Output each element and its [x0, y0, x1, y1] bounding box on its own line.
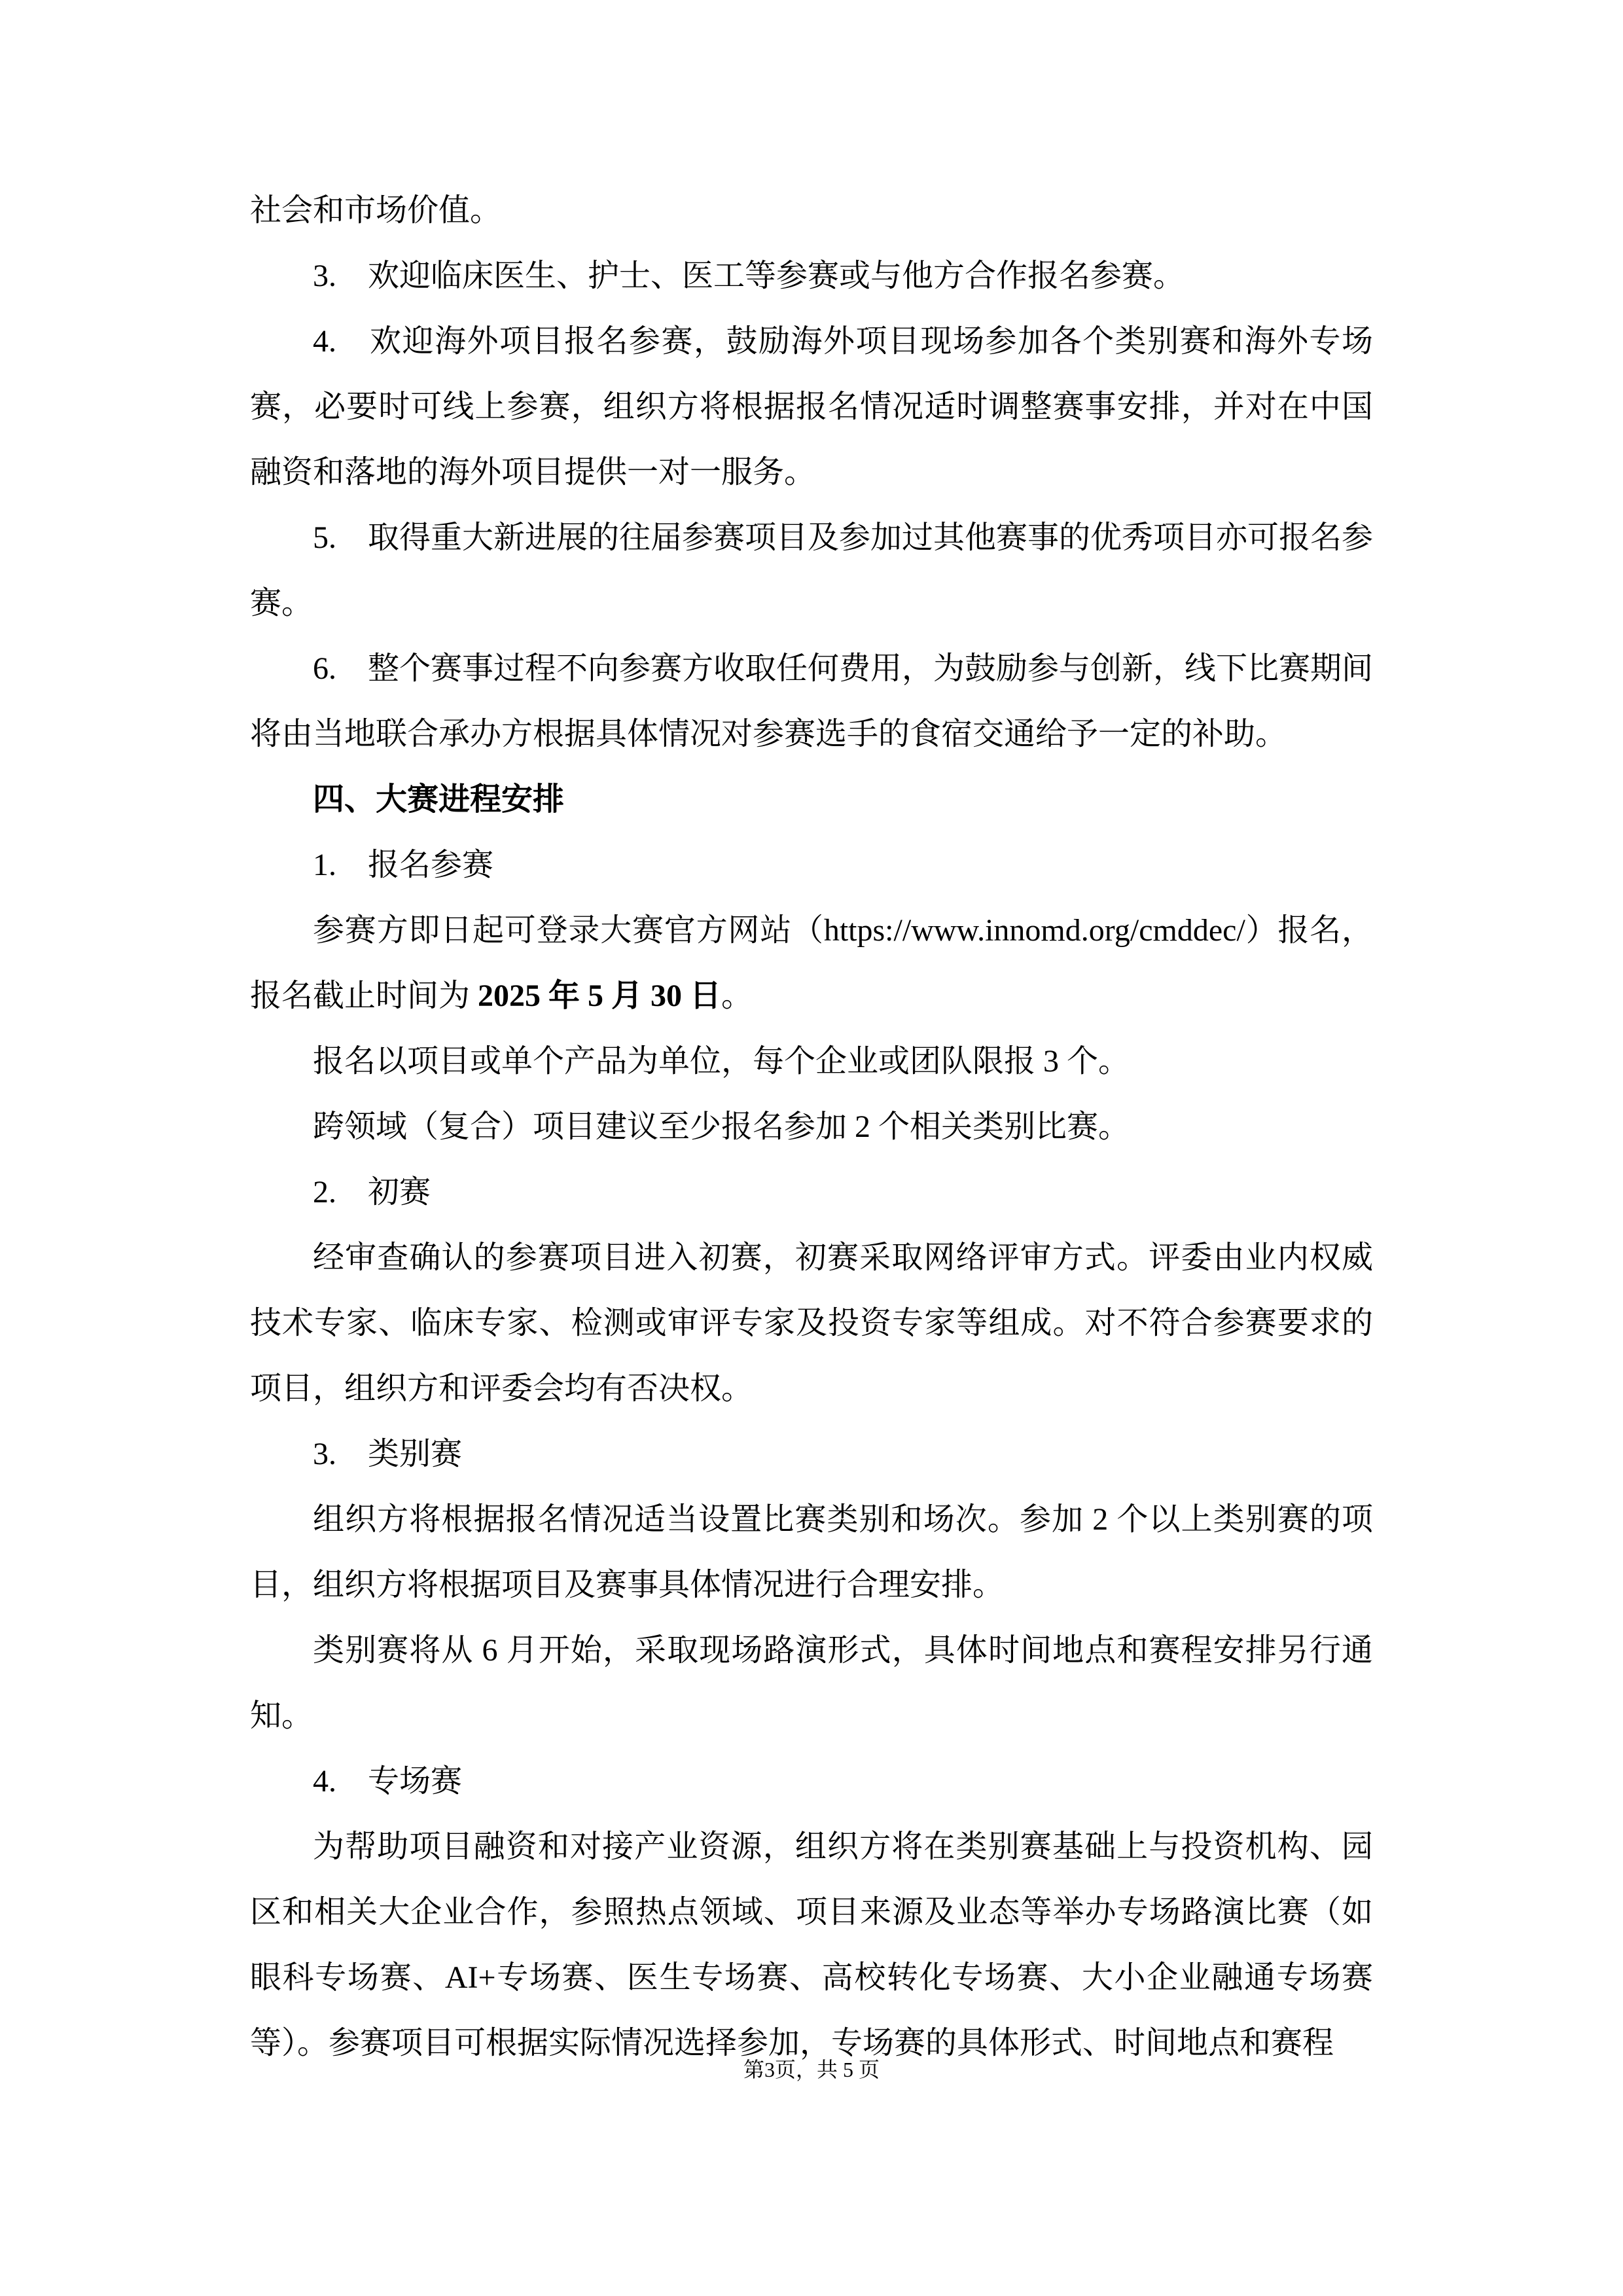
subheading-4-special-round: 4. 专场赛 — [313, 1764, 463, 1799]
paragraph-item-3-clinicians: 3. 欢迎临床医生、护士、医工等参赛或与他方合作报名参赛。 — [313, 259, 1185, 293]
page-footer-page-number: 第3页，共 5 页 — [743, 2058, 880, 2081]
paragraph-category-round-timing: 类别赛将从 6 月开始，采取现场路演形式，具体时间地点和赛程安排另行通知。 — [250, 1633, 1373, 1733]
section-heading-4-schedule: 四、大赛进程安排 — [313, 782, 565, 817]
paragraph-registration-unit-limit: 报名以项目或单个产品为单位，每个企业或团队限报 3 个。 — [313, 1044, 1130, 1079]
registration-url: https://www.innomd.org/cmddec/ — [823, 913, 1245, 948]
paragraph-social-market-value: 社会和市场价值。 — [250, 193, 502, 228]
paragraph-cross-domain-advice: 跨领域（复合）项目建议至少报名参加 2 个相关类别比赛。 — [313, 1109, 1130, 1144]
paragraph-text: 。 — [721, 978, 753, 1013]
paragraph-preliminary-round-details: 经审查确认的参赛项目进入初赛，初赛采取网络评审方式。评委由业内权威技术专家、临床专家、检测或审评专家及投资专家等组成。对不符合参赛要求的项目，组织方和评委会均有否决权。 — [250, 1240, 1373, 1406]
paragraph-special-round-details: 为帮助项目融资和对接产业资源，组织方将在类别赛基础上与投资机构、园区和相关大企业合作，参照热点领域、项目来源及业态等举办专场路演比赛（如眼科专场赛、AI+专场赛、医生专场赛、高校转化专场赛、大小企业融通专场赛等）。参赛项目可根据实际情况选择参加，专场赛的具体形式、时间地点和赛程 — [250, 1829, 1373, 2060]
paragraph-text: 参赛方即日起可登录大赛官方网站（ — [313, 913, 824, 948]
paragraph-text: ）报名，报名截止时间为 — [250, 913, 1373, 1013]
registration-deadline-date: 2025 年 5 月 30 日 — [478, 978, 722, 1013]
document-body — [250, 178, 1373, 2076]
paragraph-item-5-past-projects: 5. 取得重大新进展的往届参赛项目及参加过其他赛事的优秀项目亦可报名参赛。 — [250, 520, 1374, 620]
subheading-2-preliminary-round: 2. 初赛 — [313, 1175, 431, 1210]
paragraph-category-round-details: 组织方将根据报名情况适当设置比赛类别和场次。参加 2 个以上类别赛的项目，组织方将根据项目及赛事具体情况进行合理安排。 — [250, 1502, 1373, 1602]
paragraph-item-6-no-fees: 6. 整个赛事过程不向参赛方收取任何费用，为鼓励参与创新，线下比赛期间将由当地联合承办方根据具体情况对参赛选手的食宿交通给予一定的补助。 — [250, 651, 1374, 751]
subheading-1-registration: 1. 报名参赛 — [313, 848, 494, 882]
paragraph-registration-details — [250, 898, 1373, 1029]
paragraph-item-4-overseas-projects: 4. 欢迎海外项目报名参赛，鼓励海外项目现场参加各个类别赛和海外专场赛，必要时可线上参赛，组织方将根据报名情况适时调整赛事安排，并对在中国融资和落地的海外项目提供一对一服务。 — [250, 324, 1373, 490]
subheading-3-category-round: 3. 类别赛 — [313, 1437, 463, 1471]
